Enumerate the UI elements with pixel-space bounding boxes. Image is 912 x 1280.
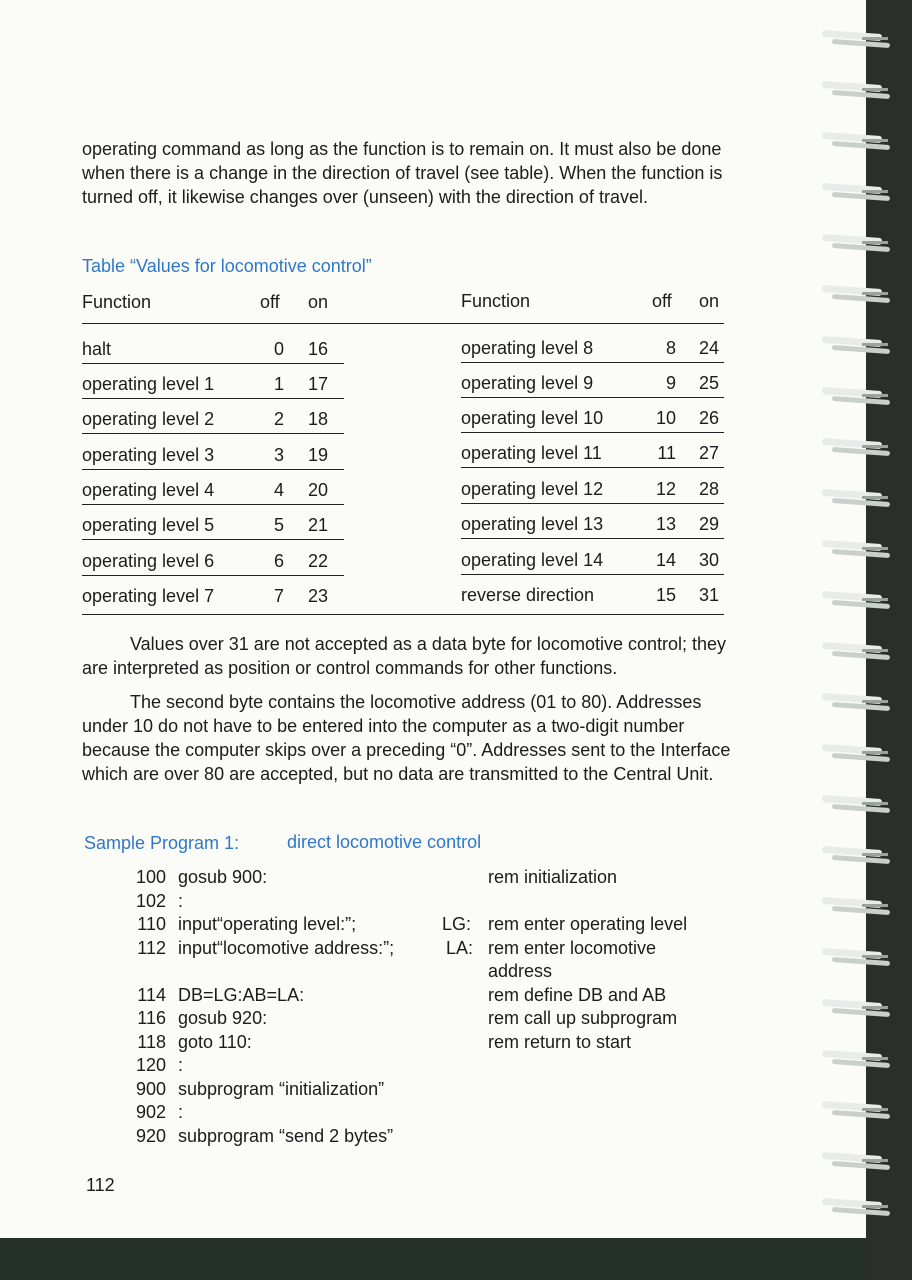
table-cell-off: 15 bbox=[655, 585, 676, 605]
spiral-coil bbox=[822, 130, 900, 156]
paragraph-continuation: operating command as long as the function is to remain on. It must also be done when there is a change in the direction of travel (see table). When the function is turned off, it likewise changes over (unseen) with the direction of travel. bbox=[82, 139, 723, 207]
table-cell-function: operating level 5 bbox=[82, 515, 215, 535]
table-cell-off: 5 bbox=[273, 515, 284, 535]
table-cell-on: 31 bbox=[699, 585, 720, 605]
program-code: : bbox=[178, 1102, 184, 1122]
table-cell-function: operating level 8 bbox=[461, 338, 594, 358]
spiral-coil bbox=[822, 793, 900, 819]
program-line-number: 902 bbox=[135, 1102, 166, 1122]
program-remark: rem call up subprogram bbox=[488, 1008, 678, 1028]
table-cell-function: operating level 12 bbox=[461, 479, 604, 499]
program-line-number: 116 bbox=[137, 1008, 166, 1028]
program-line-number: 118 bbox=[137, 1032, 166, 1052]
row-rule bbox=[461, 432, 724, 433]
program-line-number: 120 bbox=[135, 1055, 166, 1075]
program-remark: rem initialization bbox=[488, 867, 618, 887]
table-cell-on: 25 bbox=[699, 373, 720, 393]
table-cell-function: operating level 4 bbox=[82, 480, 215, 500]
header-off-right: off bbox=[652, 291, 672, 311]
program-remark: rem return to start bbox=[488, 1032, 632, 1052]
table-cell-function: operating level 11 bbox=[461, 443, 602, 463]
row-rule bbox=[461, 397, 724, 398]
table-cell-on: 21 bbox=[308, 515, 329, 535]
table-cell-on: 20 bbox=[308, 480, 329, 500]
program-code: subprogram “send 2 bytes” bbox=[178, 1126, 394, 1146]
program-variable: LG: bbox=[442, 914, 472, 934]
row-rule bbox=[461, 467, 724, 468]
program-line-number: 100 bbox=[135, 867, 166, 887]
table-cell-on: 27 bbox=[699, 443, 720, 463]
sample-program-label: Sample Program 1: bbox=[84, 833, 240, 853]
spiral-coil bbox=[822, 538, 900, 564]
spiral-coil bbox=[822, 742, 900, 768]
table-cell-off: 6 bbox=[273, 551, 284, 571]
table-cell-function: operating level 10 bbox=[461, 408, 604, 428]
table-cell-function: operating level 14 bbox=[461, 550, 604, 570]
table-cell-off: 10 bbox=[655, 408, 676, 428]
row-rule bbox=[82, 469, 344, 470]
header-on-left: on bbox=[308, 292, 329, 312]
table-cell-off: 14 bbox=[655, 550, 676, 570]
program-code: DB=LG:AB=LA: bbox=[178, 985, 305, 1005]
row-rule bbox=[82, 433, 344, 434]
spiral-coil bbox=[822, 997, 900, 1023]
table-cell-function: operating level 7 bbox=[82, 586, 215, 606]
table-cell-off: 8 bbox=[665, 338, 676, 358]
spiral-coil bbox=[822, 334, 900, 360]
table-cell-on: 19 bbox=[308, 445, 329, 465]
table-cell-off: 11 bbox=[657, 443, 676, 463]
program-code: : bbox=[178, 891, 184, 911]
table-cell-function: operating level 2 bbox=[82, 409, 215, 429]
table-cell-on: 16 bbox=[308, 339, 329, 359]
program-line-number: 900 bbox=[135, 1079, 166, 1099]
table-cell-on: 26 bbox=[699, 408, 720, 428]
row-rule bbox=[82, 363, 344, 364]
row-rule bbox=[82, 504, 344, 505]
table-cell-on: 30 bbox=[699, 550, 720, 570]
header-on-right: on bbox=[699, 291, 720, 311]
program-code: input“operating level:”; bbox=[178, 914, 357, 934]
paragraph-values-over-31: Values over 31 are not accepted as a data byte for locomotive control; they are interpreted as position or control commands for other functions. bbox=[82, 634, 727, 678]
table-cell-function: operating level 13 bbox=[461, 514, 604, 534]
table-cell-off: 13 bbox=[655, 514, 676, 534]
table-cell-function: operating level 1 bbox=[82, 374, 215, 394]
spiral-coil bbox=[822, 181, 900, 207]
spiral-coil bbox=[822, 640, 900, 666]
program-line-number: 114 bbox=[137, 985, 166, 1005]
header-function-right: Function bbox=[461, 291, 531, 311]
paragraph-second-byte: The second byte contains the locomotive address (01 to 80). Addresses under 10 do not have to be entered into the computer as a two-digit number because the computer skips over a preceding “0”. Addresses sent to the Interface which are over 80 are accepted, but no data are transmitted to the Central Unit. bbox=[82, 692, 731, 784]
spiral-coil bbox=[822, 79, 900, 105]
page-number: 112 bbox=[86, 1175, 115, 1195]
table-cell-off: 4 bbox=[273, 480, 284, 500]
table-cell-off: 7 bbox=[273, 586, 284, 606]
program-remark: address bbox=[488, 961, 553, 981]
program-remark: rem define DB and AB bbox=[488, 985, 667, 1005]
table-cell-on: 22 bbox=[308, 551, 329, 571]
program-line-number: 102 bbox=[135, 891, 166, 911]
table-cell-on: 17 bbox=[308, 374, 329, 394]
program-remark: rem enter operating level bbox=[488, 914, 688, 934]
row-rule bbox=[461, 362, 724, 363]
program-code: subprogram “initialization” bbox=[178, 1079, 385, 1099]
table-cell-off: 2 bbox=[273, 409, 284, 429]
spiral-coil bbox=[822, 487, 900, 513]
spiral-coil bbox=[822, 895, 900, 921]
header-function-left: Function bbox=[82, 292, 152, 312]
program-line-number: 112 bbox=[137, 938, 166, 958]
table-cell-on: 29 bbox=[699, 514, 720, 534]
table-cell-function: operating level 9 bbox=[461, 373, 594, 393]
spiral-coil bbox=[822, 283, 900, 309]
spiral-coil bbox=[822, 1099, 900, 1125]
spiral-coil bbox=[822, 589, 900, 615]
program-code: gosub 920: bbox=[178, 1008, 268, 1028]
spiral-coil bbox=[822, 1196, 900, 1222]
program-code: input“locomotive address:”; bbox=[178, 938, 395, 958]
header-off-left: off bbox=[260, 292, 280, 312]
table-title: Table “Values for locomotive control” bbox=[82, 256, 372, 276]
program-remark: rem enter locomotive bbox=[488, 938, 657, 958]
spiral-coil bbox=[822, 28, 900, 54]
row-rule bbox=[82, 539, 344, 540]
table-cell-off: 3 bbox=[273, 445, 284, 465]
program-line-number: 110 bbox=[137, 914, 166, 934]
spiral-coil bbox=[822, 232, 900, 258]
program-variable: LA: bbox=[446, 938, 474, 958]
table-cell-function: halt bbox=[82, 339, 112, 359]
program-code: gosub 900: bbox=[178, 867, 268, 887]
table-header-rule bbox=[82, 323, 724, 324]
table-cell-function: operating level 3 bbox=[82, 445, 215, 465]
row-rule bbox=[461, 503, 724, 504]
table-cell-on: 18 bbox=[308, 409, 329, 429]
table-cell-on: 28 bbox=[699, 479, 720, 499]
table-cell-function: reverse direction bbox=[461, 585, 595, 605]
row-rule bbox=[461, 574, 724, 575]
table-cell-off: 0 bbox=[273, 339, 284, 359]
table-cell-on: 24 bbox=[699, 338, 720, 358]
table-bottom-rule bbox=[82, 614, 724, 615]
table-cell-function: operating level 6 bbox=[82, 551, 215, 571]
row-rule bbox=[82, 575, 344, 576]
spiral-coil bbox=[822, 1048, 900, 1074]
spiral-coil bbox=[822, 946, 900, 972]
spiral-coil bbox=[822, 385, 900, 411]
spiral-coil bbox=[822, 691, 900, 717]
table-cell-on: 23 bbox=[308, 586, 329, 606]
spiral-coil bbox=[822, 844, 900, 870]
program-code: : bbox=[178, 1055, 184, 1075]
spiral-coil bbox=[822, 436, 900, 462]
table-cell-off: 9 bbox=[665, 373, 676, 393]
program-line-number: 920 bbox=[135, 1126, 166, 1146]
spiral-coil bbox=[822, 1150, 900, 1176]
row-rule bbox=[461, 538, 724, 539]
table-cell-off: 12 bbox=[655, 479, 676, 499]
table-cell-off: 1 bbox=[273, 374, 284, 394]
page-bottom-edge bbox=[0, 1238, 866, 1280]
row-rule bbox=[82, 398, 344, 399]
sample-program-title: direct locomotive control bbox=[287, 832, 482, 852]
program-code: goto 110: bbox=[178, 1032, 252, 1052]
